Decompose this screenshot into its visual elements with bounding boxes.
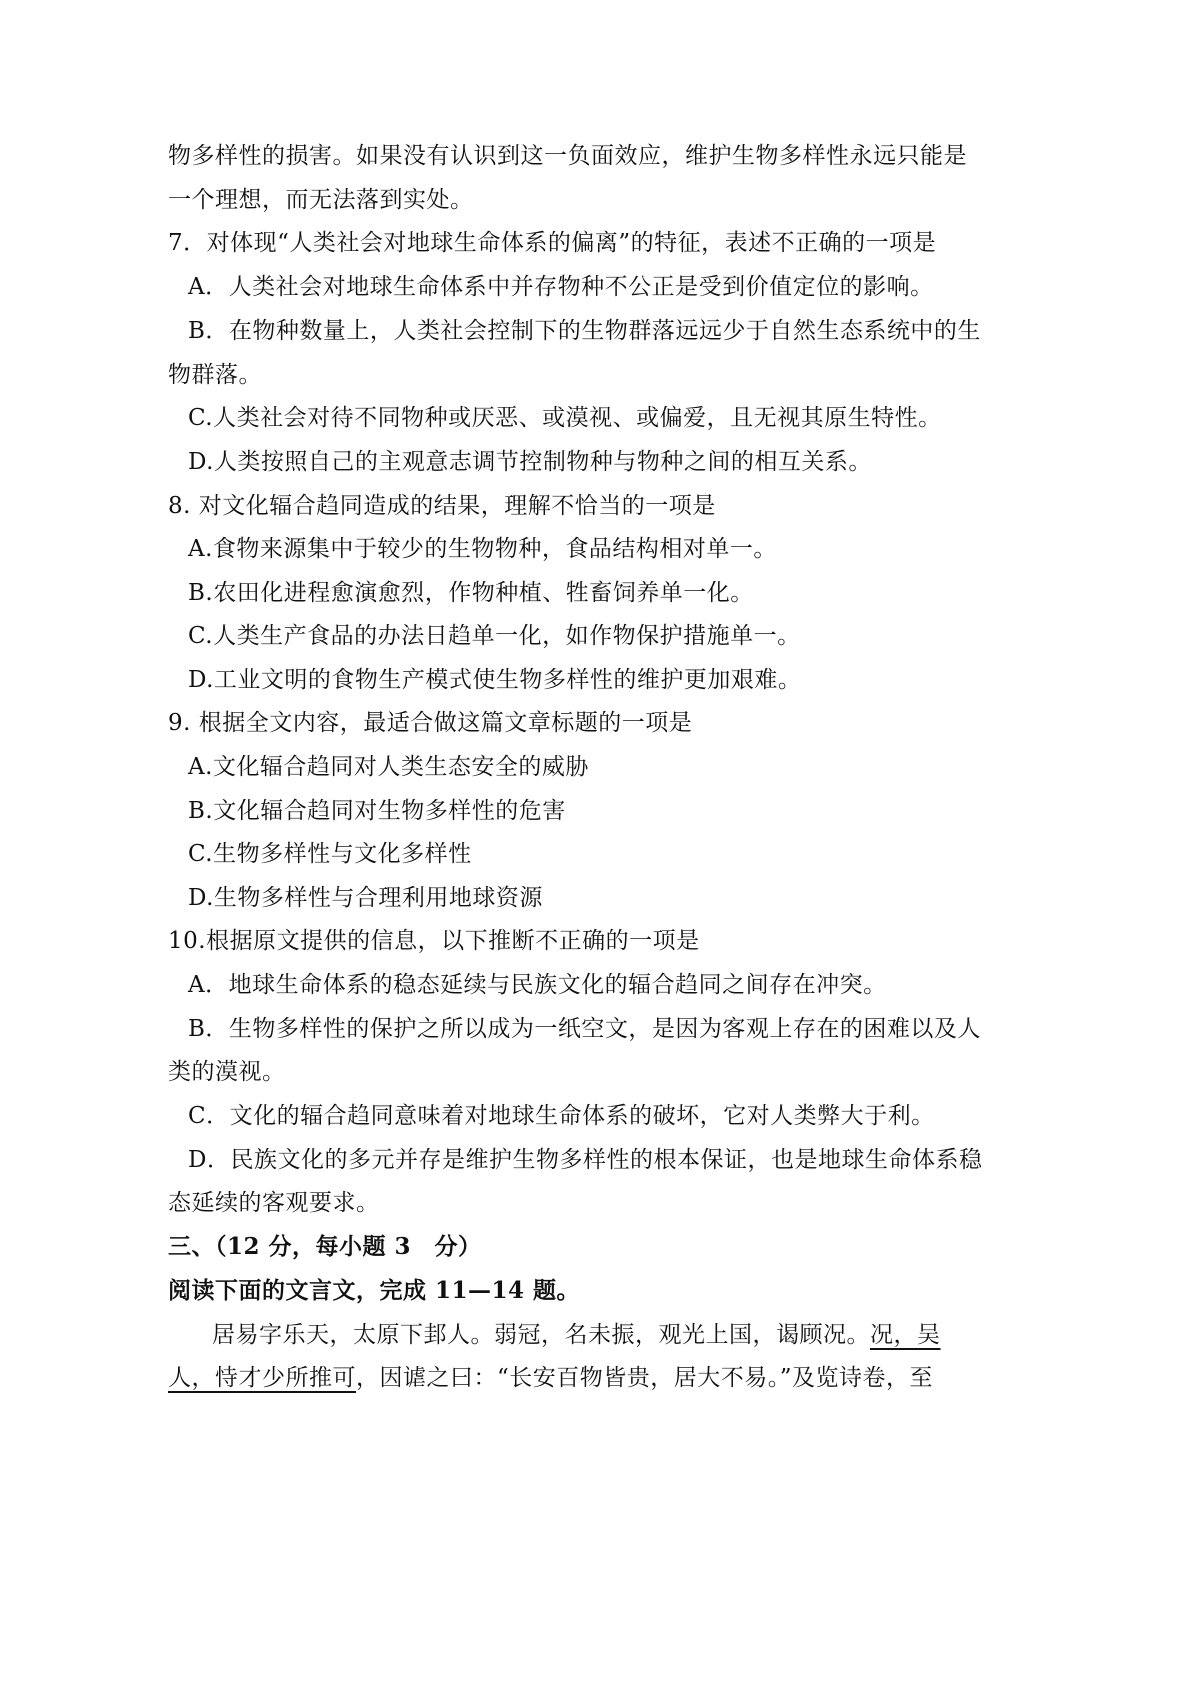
question-8-option-d: D.工业文明的食物生产模式使生物多样性的维护更加艰难。 — [188, 667, 802, 693]
question-7-option-d: D.人类按照自己的主观意志调节控制物种与物种之间的相互关系。 — [188, 449, 872, 475]
question-9-option-a: A.文化辐合趋同对人类生态安全的威胁 — [188, 754, 589, 780]
intro-line-1: 物多样性的损害。如果没有认识到这一负面效应，维护生物多样性永远只能是 — [168, 143, 967, 169]
question-10-option-d-line-2: 态延续的客观要求。 — [168, 1190, 380, 1216]
passage-line-1 — [212, 1318, 941, 1352]
question-8-stem: 8. 对文化辐合趋同造成的结果，理解不恰当的一项是 — [168, 493, 716, 519]
question-7-option-b-line-1: B．在物种数量上，人类社会控制下的生物群落远远少于自然生态系统中的生 — [188, 318, 981, 344]
passage-text: 居易字乐天，太原下邽人。弱冠，名未振，观光上国，谒顾况。 — [212, 1322, 870, 1348]
question-8-option-a: A.食物来源集中于较少的生物物种，食品结构相对单一。 — [188, 536, 777, 562]
intro-line-2: 一个理想，而无法落到实处。 — [168, 187, 474, 213]
passage-text: ，因谑之曰：“长安百物皆贵，居大不易。”及览诗卷，至 — [356, 1365, 934, 1391]
underlined-sentence: 人，恃才少所推可 — [168, 1365, 356, 1391]
question-9-option-b: B.文化辐合趋同对生物多样性的危害 — [188, 798, 566, 824]
question-10-option-b-line-2: 类的漠视。 — [168, 1059, 286, 1085]
question-9-stem: 9. 根据全文内容，最适合做这篇文章标题的一项是 — [168, 710, 693, 736]
question-10-option-c: C．文化的辐合趋同意味着对地球生命体系的破坏，它对人类弊大于利。 — [188, 1103, 935, 1129]
section-3-heading: 三、（12 分，每小题 3 分） — [168, 1233, 482, 1260]
question-10-option-d-line-1: D．民族文化的多元并存是维护生物多样性的根本保证，也是地球生命体系稳 — [188, 1147, 983, 1173]
section-3-instruction: 阅读下面的文言文，完成 11—14 题。 — [168, 1277, 581, 1304]
question-9-option-c: C.生物多样性与文化多样性 — [188, 841, 472, 867]
question-8-option-c: C.人类生产食品的办法日趋单一化，如作物保护措施单一。 — [188, 623, 801, 649]
question-10-stem: 10.根据原文提供的信息，以下推断不正确的一项是 — [168, 928, 700, 954]
question-9-option-d: D.生物多样性与合理利用地球资源 — [188, 885, 543, 911]
question-10-option-b-line-1: B．生物多样性的保护之所以成为一纸空文，是因为客观上存在的困难以及人 — [188, 1016, 981, 1042]
question-8-option-b: B.农田化进程愈演愈烈，作物种植、牲畜饲养单一化。 — [188, 580, 754, 606]
question-10-option-a: A．地球生命体系的稳态延续与民族文化的辐合趋同之间存在冲突。 — [188, 972, 887, 998]
underlined-sentence: 况，吴 — [870, 1322, 941, 1348]
passage-line-2 — [168, 1361, 933, 1395]
question-7-option-a: A．人类社会对地球生命体系中并存物种不公正是受到价值定位的影响。 — [188, 274, 934, 300]
question-7-option-c: C.人类社会对待不同物种或厌恶、或漠视、或偏爱，且无视其原生特性。 — [188, 405, 942, 431]
question-7-option-b-line-2: 物群落。 — [168, 362, 262, 388]
question-7-stem: 7．对体现“人类社会对地球生命体系的偏离”的特征，表述不正确的一项是 — [168, 230, 937, 256]
